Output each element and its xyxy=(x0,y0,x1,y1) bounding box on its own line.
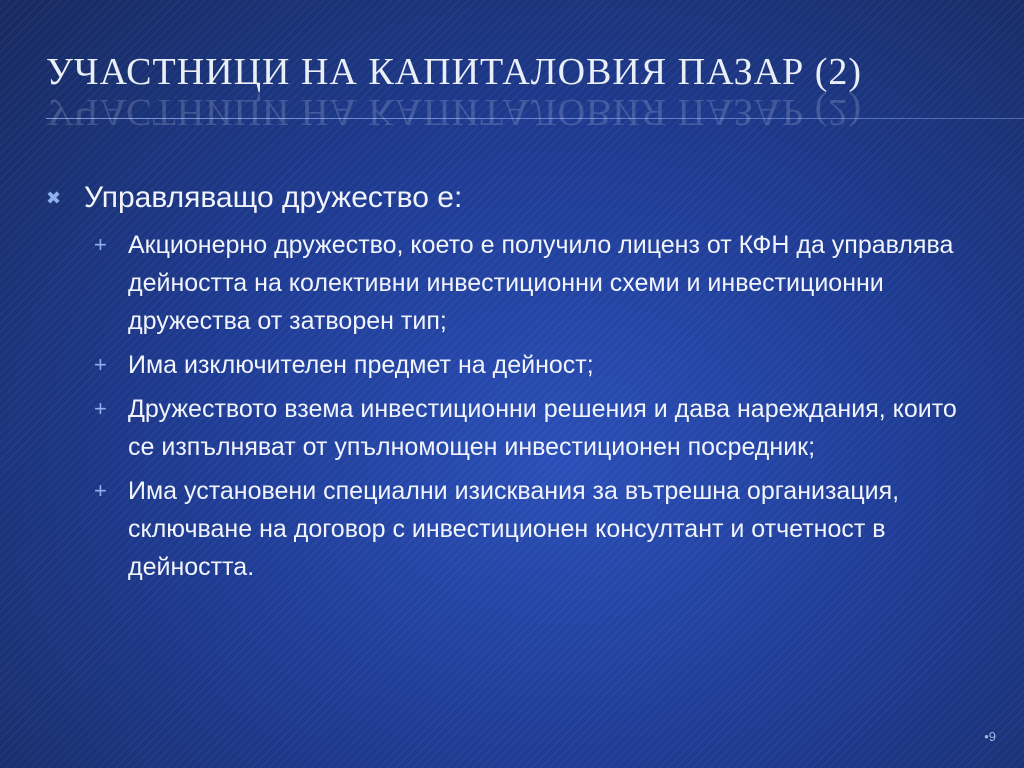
sub-bullet-item xyxy=(94,226,976,340)
main-bullet-item xyxy=(46,178,976,218)
plus-icon: + xyxy=(94,352,107,377)
slide-content xyxy=(46,178,976,592)
sub-bullet-text: Акционерно дружество, което е получило лиценз от КФН да управлява дейността на колективни инвестиционни схеми и инвестиционни дружества от затворен тип; xyxy=(128,231,954,335)
sub-bullet-item xyxy=(94,390,976,466)
plus-icon: + xyxy=(94,478,107,503)
page-number: •9 xyxy=(984,729,996,744)
sub-bullet-text: Има установени специални изисквания за вътрешна организация, сключване на договор с инвестиционен консултант и отчетност в дейността. xyxy=(128,477,900,581)
x-mark-icon: ✖ xyxy=(46,188,62,208)
title-area xyxy=(46,48,986,133)
main-bullet-text: Управляващо дружество е: xyxy=(84,181,463,214)
sub-bullet-list xyxy=(94,226,976,586)
plus-icon: + xyxy=(94,396,107,421)
slide-title-reflection: УЧАСТНИЦИ НА КАПИТАЛОВИЯ ПАЗАР (2) xyxy=(46,91,863,133)
sub-bullet-item xyxy=(94,346,976,384)
sub-bullet-item xyxy=(94,472,976,586)
plus-icon: + xyxy=(94,232,107,257)
sub-bullet-text: Има изключителен предмет на дейност; xyxy=(128,351,594,379)
sub-bullet-text: Дружеството взема инвестиционни решения и дава нареждания, които се изпълняват от упълномощен инвестиционен посредник; xyxy=(128,395,957,461)
slide-title: УЧАСТНИЦИ НА КАПИТАЛОВИЯ ПАЗАР (2) xyxy=(46,51,863,93)
